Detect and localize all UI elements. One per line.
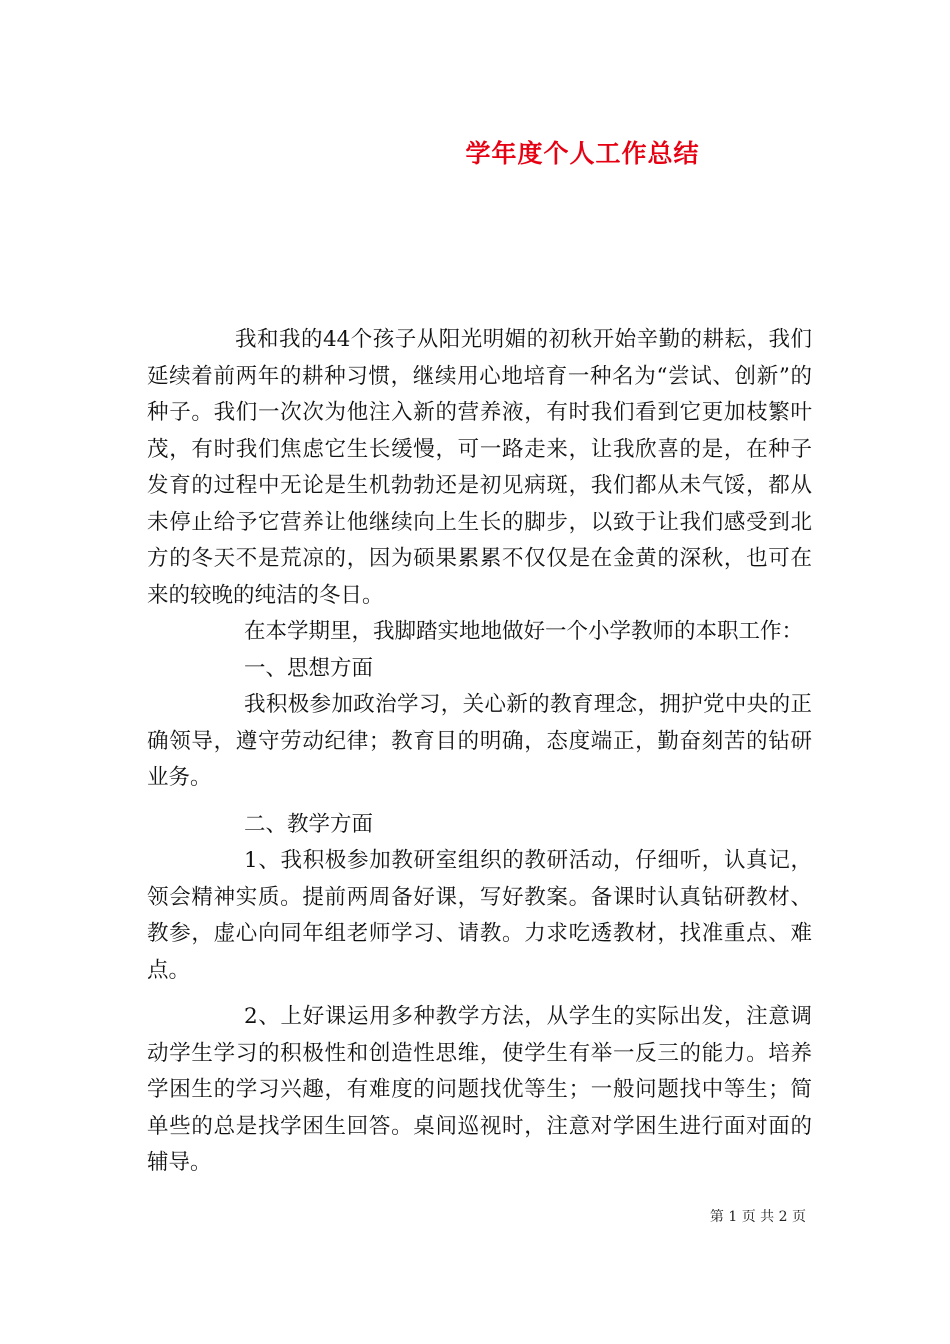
document-body [147,322,812,1182]
document-title: 学年度个人工作总结 [465,139,700,168]
section-heading-thought: 一、思想方面 [244,655,374,681]
paragraph-teaching-2: 2、上好课运用多种教学方法，从学生的实际出发，注意调动学生学习的积极性和创造性思维，使学生有举一反三的能力。培养学困生的学习兴趣，有难度的问题找优等生；一般问题找中等生；简单些的总是找学困生回答。桌间巡视时，注意对学困生进行面对面的辅导。 [147,1004,812,1175]
paragraph-teaching-1: 1、我积极参加教研室组织的教研活动，仔细听，认真记，领会精神实质。提前两周备好课，写好教案。备课时认真钻研教材、教参，虚心向同年组老师学习、请教。力求吃透教材，找准重点、难点。 [147,848,812,983]
section-heading-teaching: 二、教学方面 [244,811,374,837]
paragraph-duty: 在本学期里，我脚踏实地地做好一个小学教师的本职工作： [244,619,804,644]
paragraph-intro: 我和我的44个孩子从阳光明媚的初秋开始辛勤的耕耘，我们延续着前两年的耕种习惯，继续用心地培育一种名为“尝试、创新”的种子。我们一次次为他注入新的营养液，有时我们看到它更加枝繁叶茂，有时我们焦虑它生长缓慢，可一路走来，让我欣喜的是，在种子发育的过程中无论是生机勃勃还是初见病斑，我们都从未气馁，都从未停止给予它营养让他继续向上生长的脚步，以致于让我们感受到北方的冬天不是荒凉的，因为硕果累累不仅仅是在金黄的深秋，也可在来的较晚的纯洁的冬日。 [147,327,812,608]
page-number-footer: 第 1 页 共 2 页 [709,1209,806,1225]
paragraph-thought: 我积极参加政治学习，关心新的教育理念，拥护党中央的正确领导，遵守劳动纪律；教育目的明确，态度端正，勤奋刻苦的钻研业务。 [147,692,812,790]
